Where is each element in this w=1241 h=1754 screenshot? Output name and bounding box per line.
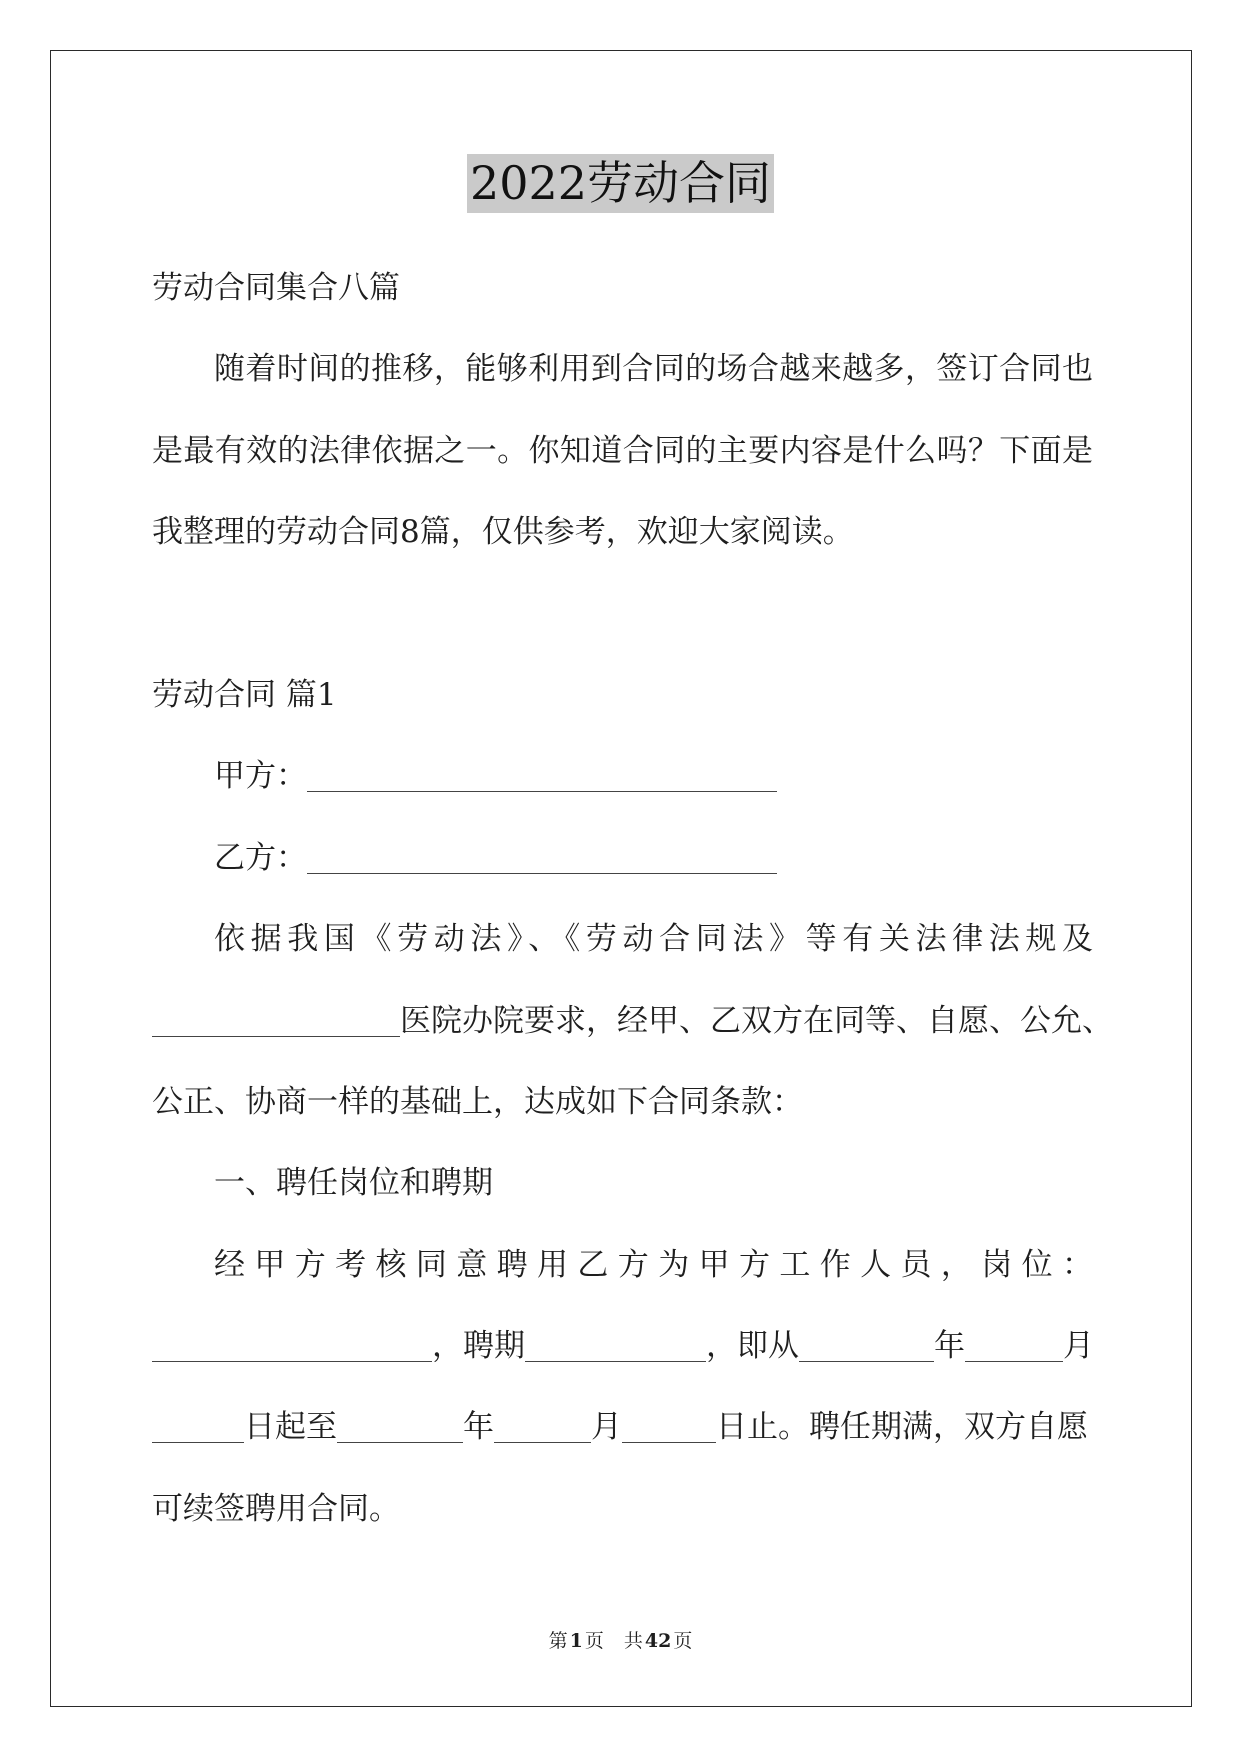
document-title: 2022劳动合同 [467,154,774,213]
end-year-blank [337,1441,463,1443]
section-1-line-3 [152,1387,1093,1468]
end-month-blank [494,1441,591,1443]
start-year-label: 年 [934,1328,965,1365]
from-label: ，即从 [706,1328,799,1365]
page-number: 1 [569,1630,583,1652]
party-b-label: 乙方： [214,839,307,876]
collection-subtitle: 劳动合同集合八篇 [152,270,400,306]
party-a-label: 甲方： [214,758,307,795]
hospital-blank [152,1035,400,1037]
start-day-label: 日起至 [244,1409,337,1446]
basis-line-2 [152,981,1113,1062]
empty-line [152,574,1093,655]
title-container [0,154,1241,213]
section-1-line-2 [152,1306,1093,1387]
basis-line-3: 公正、协商一样的基础上，达成如下合同条款： [152,1083,803,1120]
total-pages: 42 [644,1630,672,1652]
start-day-blank [152,1441,244,1443]
end-month-label: 月 [591,1409,622,1446]
page-prefix: 第 [548,1630,568,1652]
page-footer [0,1626,1241,1656]
start-month-label: 月 [1063,1328,1094,1365]
position-blank [152,1360,432,1362]
contract-heading: 劳动合同 篇1 [152,676,337,713]
total-suffix: 页 [673,1630,693,1652]
basis-line-2-text: 医院办院要求，经甲、乙双方在同等、自愿、公允、 [400,1002,1113,1039]
document-body [152,248,1113,1550]
intro-line-3: 我整理的劳动合同8篇，仅供参考，欢迎大家阅读。 [152,514,854,551]
end-year-label: 年 [463,1409,494,1446]
basis-line-1: 依据我国《劳动法》、《劳动合同法》等有关法律法规及 [214,921,1093,958]
section-1-line-4: 可续签聘用合同。 [152,1490,400,1527]
start-year-blank [799,1360,934,1362]
section-1-title: 一、聘任岗位和聘期 [214,1165,493,1202]
intro-line-2: 是最有效的法律依据之一。你知道合同的主要内容是什么吗？下面是 [152,432,1093,469]
intro-line-1: 随着时间的推移，能够利用到合同的场合越来越多，签订合同也 [214,351,1093,388]
party-a-line [152,736,1093,817]
page-suffix: 页 [584,1630,604,1652]
term-label: ，聘期 [432,1328,525,1365]
party-a-blank [307,790,777,792]
party-b-blank [307,872,777,874]
start-month-blank [965,1360,1063,1362]
term-blank [525,1360,706,1362]
party-b-line [152,818,1093,899]
total-prefix: 共 [623,1630,643,1652]
section-1-line-1: 经甲方考核同意聘用乙方为甲方工作人员，岗位： [214,1246,1093,1283]
end-day-blank [622,1441,716,1443]
end-day-text: 日止。聘任期满，双方自愿 [716,1409,1088,1446]
